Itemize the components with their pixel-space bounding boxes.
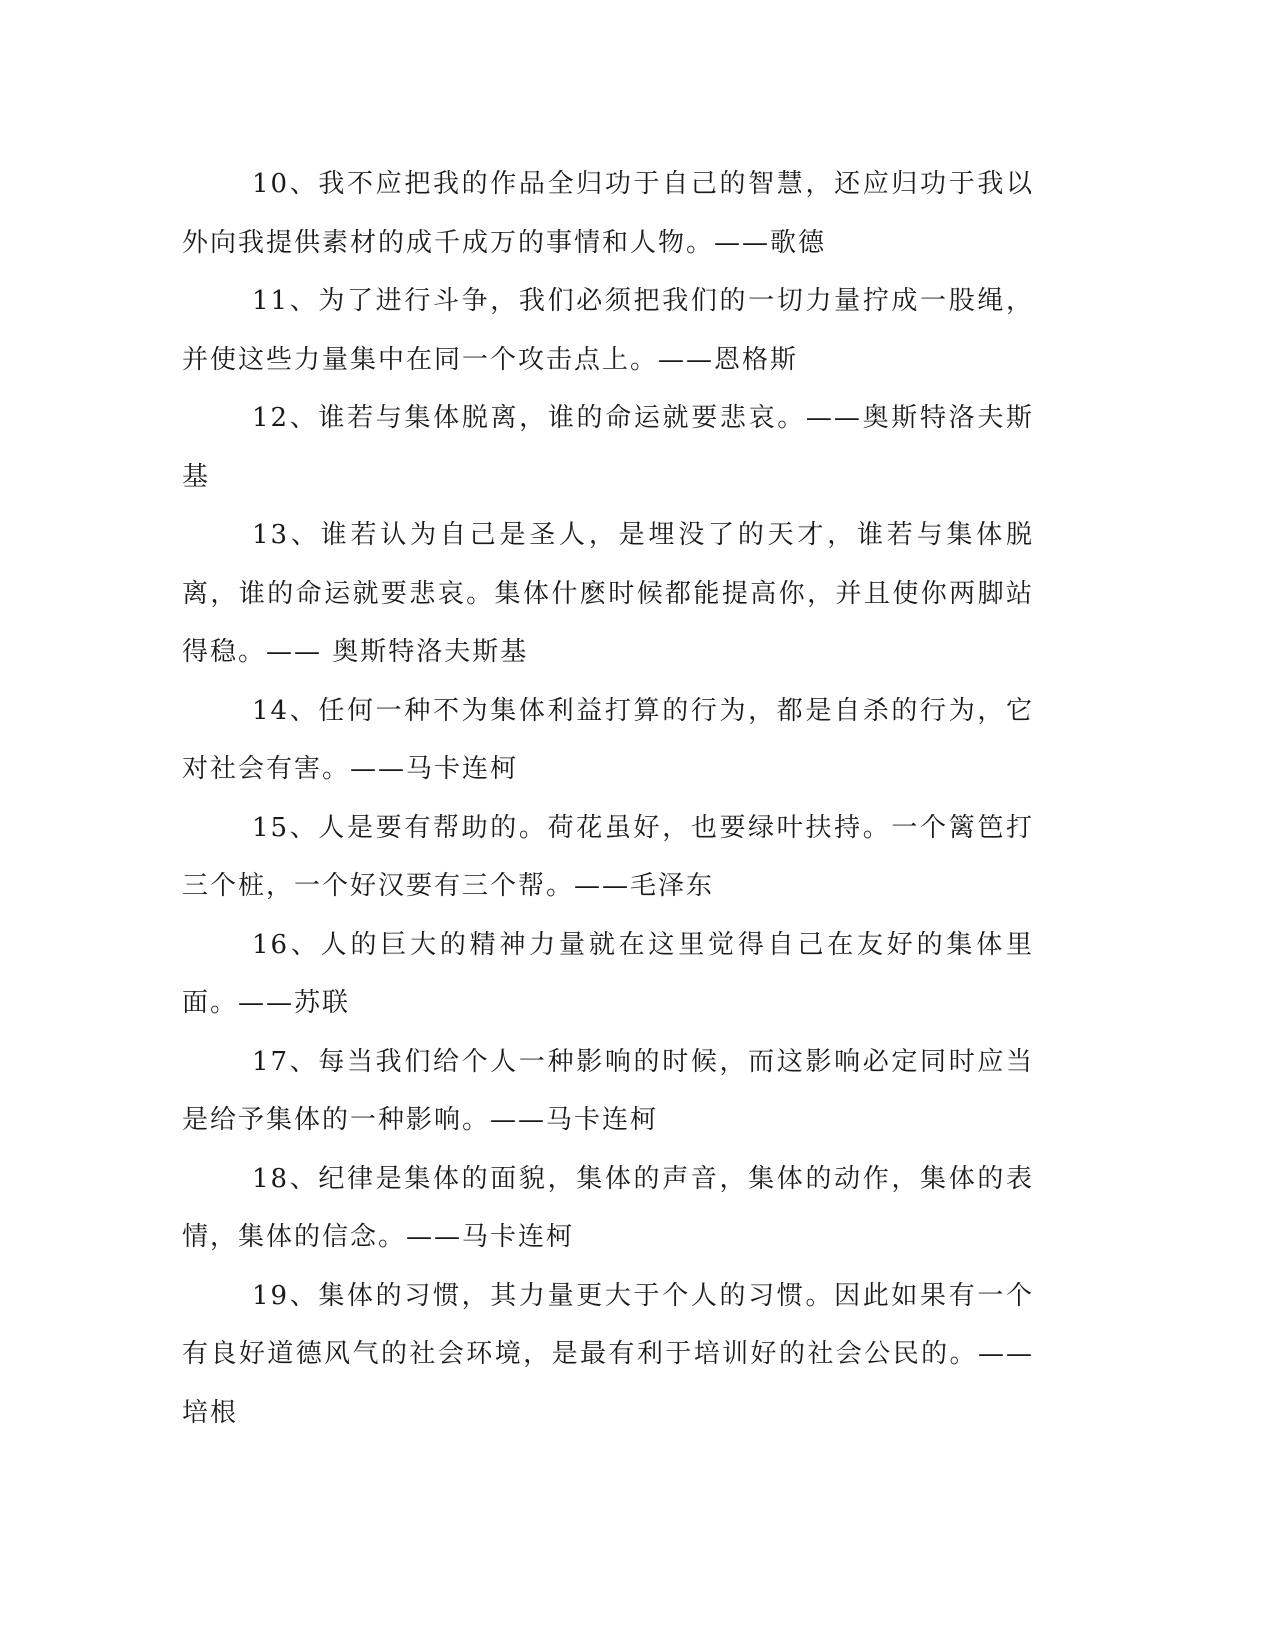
quote-paragraph-12: 12、谁若与集体脱离，谁的命运就要悲哀。——奥斯特洛夫斯基 [182,403,1034,492]
quote-paragraph-16: 16、人的巨大的精神力量就在这里觉得自己在友好的集体里面。——苏联 [182,929,1034,1018]
quote-paragraph-17: 17、每当我们给个人一种影响的时候，而这影响必定同时应当是给予集体的一种影响。——马卡连柯 [182,1046,1034,1135]
quote-paragraph-19: 19、集体的习惯，其力量更大于个人的习惯。因此如果有一个有良好道德风气的社会环境，是最有利于培训好的社会公民的。——培根 [182,1280,1034,1428]
quote-paragraph-10: 10、我不应把我的作品全归功于自己的智慧，还应归功于我以外向我提供素材的成千成万的事情和人物。——歌德 [182,169,1034,258]
quote-paragraph-13: 13、谁若认为自己是圣人，是埋没了的天才，谁若与集体脱离，谁的命运就要悲哀。集体什麽时候都能提高你，并且使你两脚站得稳。—— 奥斯特洛夫斯基 [182,520,1034,667]
quote-paragraph-15: 15、人是要有帮助的。荷花虽好，也要绿叶扶持。一个篱笆打三个桩，一个好汉要有三个帮。——毛泽东 [182,812,1034,901]
quote-paragraph-11: 11、为了进行斗争，我们必须把我们的一切力量拧成一股绳，并使这些力量集中在同一个攻击点上。——恩格斯 [182,286,1034,375]
quote-paragraph-14: 14、任何一种不为集体利益打算的行为，都是自杀的行为，它对社会有害。——马卡连柯 [182,695,1034,784]
quote-paragraph-18: 18、纪律是集体的面貌，集体的声音，集体的动作，集体的表情，集体的信念。——马卡连柯 [182,1163,1034,1252]
quote-list [182,155,1034,1442]
